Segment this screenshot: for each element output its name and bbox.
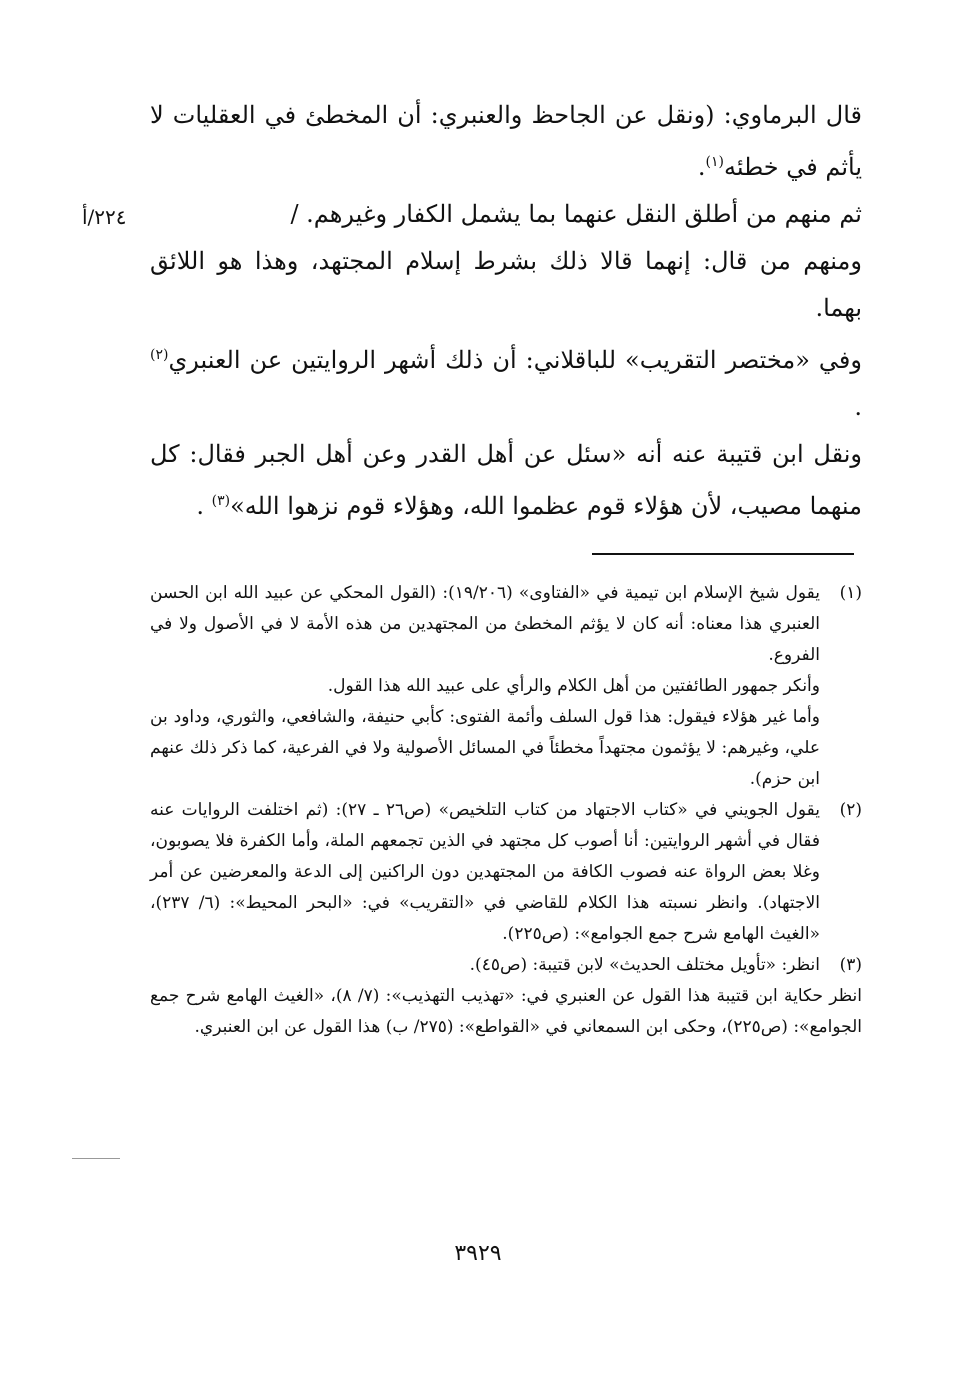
paragraph-1-text: قال البرماوي: (ونقل عن الجاحظ والعنبري: أن المخطئ في العقليات لا يأثم في خطئه xyxy=(150,101,862,181)
margin-scan-mark xyxy=(72,1158,120,1159)
footnote-2-body xyxy=(150,795,820,950)
footnote-1-para-3: وأما غير هؤلاء فيقول: هذا قول السلف وأئمة الفتوى: كأبي حنيفة، والشافعي، والثوري، وداود بن علي، وغيرهم: لا يؤثمون مجتهداً مخطئاً في المسائل الأصولية ولا في الفرعية، كما ذكر ذلك عنهم ابن حزم). xyxy=(150,707,820,789)
footnote-1-para-2: وأنكر جمهور الطائفتين من أهل الكلام والرأي على عبيد الله هذا القول. xyxy=(327,676,820,696)
footnote-2-number: (٢) xyxy=(839,800,862,820)
footnote-3-body xyxy=(150,950,820,981)
paragraph-4-text: وفي «مختصر التقريب» للباقلاني: أن ذلك أشهر الروايتين عن العنبري xyxy=(168,346,862,374)
footnote-ref-1: (١) xyxy=(705,154,724,170)
footnote-ref-3: (٣) xyxy=(211,493,231,509)
footnote-1-para-1: يقول شيخ الإسلام ابن تيمية في «الفتاوى» (١٩/٢٠٦): (القول المحكي عن عبيد الله ابن الحسن العنبري هذا معناه: أنه كان لا يؤثم المخطئ من المجتهدين من هذه الأمة لا في الأصول ولا في الفروع. xyxy=(150,583,820,665)
paragraph-2: ثم منهم من أطلق النقل عنهما بما يشمل الكفار وغيرهم. / xyxy=(290,200,862,228)
paragraph-1-end: . xyxy=(697,153,706,181)
footnote-2 xyxy=(150,795,862,950)
footnotes xyxy=(150,578,862,1043)
footnote-separator-rule xyxy=(592,553,854,555)
paragraph-5 xyxy=(150,431,862,530)
paragraph-5-end: . xyxy=(196,492,212,520)
paragraph-1 xyxy=(150,92,862,191)
paragraph-4-end: . xyxy=(854,393,862,421)
footnote-3-para-2: انظر حكاية ابن قتيبة هذا القول عن العنبري في: «تهذيب التهذيب»: (٧/ ٨)، «الغيث الهامع شرح جمع الجوامع»: (ص٢٢٥)، وحكى ابن السمعاني في «القواطع»: (٢٧٥/ ب) هذا القول عن ابن العنبري. xyxy=(150,986,862,1037)
footnote-3-para-1: انظر: «تأويل مختلف الحديث» لابن قتيبة: (ص٤٥). xyxy=(469,955,820,975)
margin-folio-note: ٢٢٤/أ xyxy=(82,205,127,229)
footnote-ref-2: (٢) xyxy=(150,347,169,363)
footnote-1 xyxy=(150,578,862,795)
footnote-3 xyxy=(150,950,862,981)
footnote-2-para-1: يقول الجويني في «كتاب الاجتهاد من كتاب التلخيص» (ص٢٦ ـ ٢٧): (ثم اختلفت الروايات عنه فقال في أشهر الروايتين: أنا أصوب كل مجتهد في الذين تجمعهم الملة، وأما الكفرة فلا يصوبون، وغلا بعض الرواة عنه فصوب الكافة من المجتهدين دون الراكنين إلى الدعة والمعرضين عن أمر الاجتهاد). وانظر نسبته هذا الكلام للقاضي في «التقريب» في: «البحر المحيط»: (٦/ ٢٣٧)، «الغيث الهامع شرح جمع الجوامع»: (ص٢٢٥). xyxy=(150,800,821,944)
footnote-3-number: (٣) xyxy=(839,955,862,975)
paragraph-5-text: ونقل ابن قتيبة عنه أنه «سئل عن أهل القدر وعن أهل الجبر فقال: كل منهما مصيب، لأن هؤلاء قوم عظموا الله، وهؤلاء قوم نزهوا الله» xyxy=(150,440,862,520)
footnote-1-number: (١) xyxy=(839,583,862,603)
main-text xyxy=(150,92,862,530)
page-number: ٣٩٢٩ xyxy=(454,1241,502,1266)
paragraph-4 xyxy=(150,332,862,431)
paragraph-3: ومنهم من قال: إنهما قالا ذلك بشرط إسلام المجتهد، وهذا هو اللائق بهما. xyxy=(150,247,862,322)
footnote-1-body xyxy=(150,578,820,795)
